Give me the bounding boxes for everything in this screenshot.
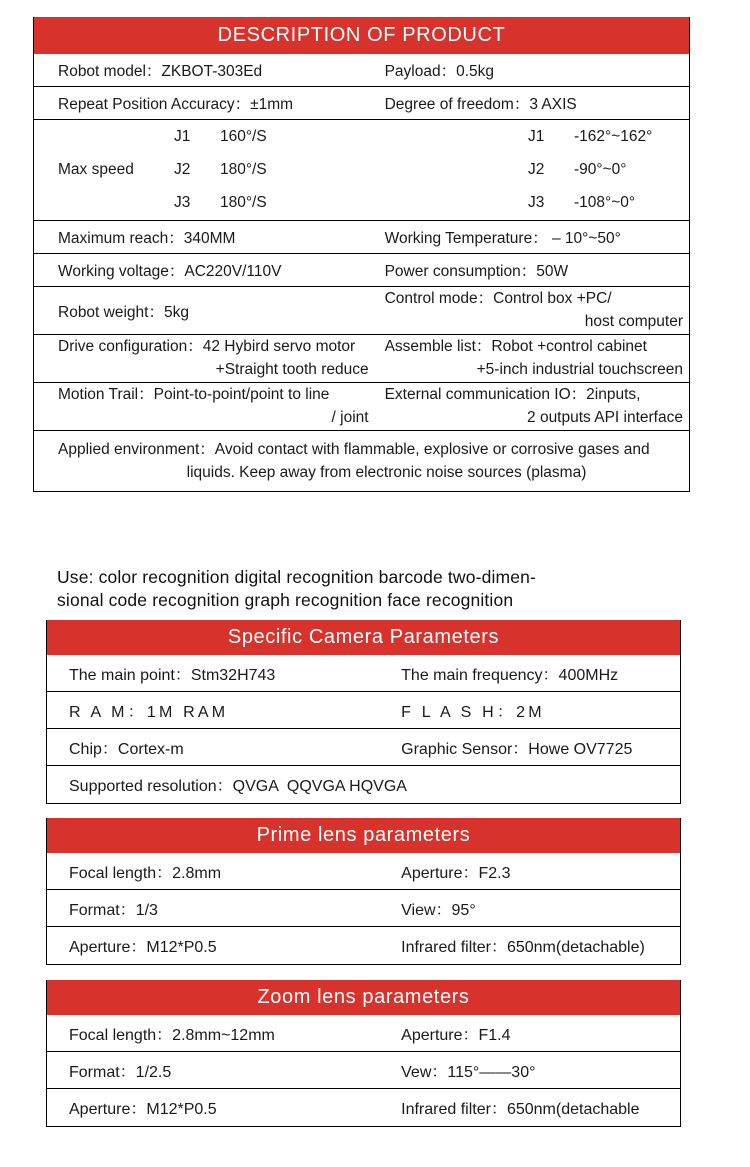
robot-weight-cell: Robot weight：5kg — [58, 303, 189, 321]
table-row — [47, 1052, 680, 1089]
product-table-header: DESCRIPTION OF PRODUCT — [34, 17, 689, 54]
joint-range: -90°~0° — [574, 161, 627, 178]
table-row — [34, 254, 689, 287]
use-line2: sional code recognition graph recognition face recognition — [57, 590, 514, 611]
zoom-lens-parameters-table — [46, 980, 681, 1127]
table-row — [34, 54, 689, 87]
degree-freedom-cell: Degree of freedom：3 AXIS — [384, 96, 577, 113]
camera-table-header: Specific Camera Parameters — [47, 620, 680, 655]
range-item — [528, 187, 652, 220]
joint-label: J2 — [528, 161, 545, 178]
joint-label: J1 — [174, 128, 191, 145]
table-row — [34, 87, 689, 120]
zoom-view-cell: Vew：115°——30° — [401, 1063, 536, 1081]
joint-label: J3 — [174, 194, 191, 211]
main-frequency-cell: The main frequency：400MHz — [401, 666, 619, 684]
working-temperature-cell: Working Temperature： – 10°~50° — [384, 230, 621, 247]
control-mode-cell — [375, 287, 689, 334]
zoom-format-cell: Format：1/2.5 — [69, 1063, 172, 1081]
external-io-line1: External communication IO：2inputs, — [384, 386, 641, 404]
prime-aperture-cell: Aperture：F2.3 — [401, 864, 511, 882]
camera-parameters-table — [46, 620, 681, 804]
drive-config-line1: Drive configuration：42 Hybird servo motor — [58, 338, 356, 356]
table-row — [47, 853, 680, 890]
table-row — [47, 890, 680, 927]
product-description-table — [33, 17, 690, 492]
speed-item — [174, 154, 267, 187]
joint-label: J1 — [528, 128, 545, 145]
table-row — [47, 655, 680, 692]
ram-cell: R A M：1M RAM — [69, 703, 229, 721]
flash-cell: F L A S H：2M — [401, 703, 545, 721]
speed-item — [174, 187, 267, 220]
prime-thread-aperture-cell: Aperture：M12*P0.5 — [69, 939, 217, 956]
prime-lens-table-header: Prime lens parameters — [47, 818, 680, 853]
applied-environment-line2: liquids. Keep away from electronic noise sources (plasma) — [186, 464, 587, 481]
graphic-sensor-cell: Graphic Sensor：Howe OV7725 — [401, 740, 633, 758]
zoom-lens-table-header: Zoom lens parameters — [47, 980, 680, 1015]
assemble-list-cell — [375, 335, 689, 382]
drive-configuration-cell — [34, 335, 375, 382]
motion-trail-cell — [34, 383, 375, 430]
table-row — [47, 729, 680, 766]
max-speed-values — [174, 120, 267, 220]
prime-format-cell: Format：1/3 — [69, 901, 158, 919]
control-mode-line1: Control mode：Control box +PC/ — [384, 290, 612, 308]
external-io-line2: 2 outputs API interface — [527, 408, 683, 426]
applied-environment-line1: Applied environment：Avoid contact with flammable, explosive or corrosive gases and — [58, 440, 650, 458]
working-voltage-cell: Working voltage：AC220V/110V — [58, 263, 282, 280]
range-item — [528, 154, 652, 187]
table-row — [47, 766, 680, 803]
applied-environment-row — [34, 431, 689, 491]
speed-item — [174, 121, 267, 154]
joint-label: J2 — [174, 161, 191, 178]
joint-value: 160°/S — [220, 128, 267, 145]
maximum-reach-cell: Maximum reach：340MM — [58, 230, 236, 247]
table-row — [47, 1089, 680, 1126]
joint-range: -162°~162° — [574, 128, 653, 145]
repeat-accuracy-cell: Repeat Position Accuracy：±1mm — [58, 96, 294, 113]
payload-cell: Payload：0.5kg — [384, 63, 495, 80]
robot-model-cell: Robot model：ZKBOT-303Ed — [58, 63, 263, 80]
motion-trail-line1: Motion Trail：Point-to-point/point to line — [58, 386, 330, 404]
table-row — [34, 287, 689, 335]
prime-focal-length-cell: Focal length：2.8mm — [69, 864, 222, 882]
range-item — [528, 121, 652, 154]
table-row — [47, 927, 680, 964]
main-point-cell: The main point：Stm32H743 — [69, 666, 276, 684]
joint-value: 180°/S — [220, 161, 267, 178]
external-io-cell — [375, 383, 689, 430]
drive-config-line2: +Straight tooth reduce — [215, 360, 369, 378]
zoom-focal-length-cell: Focal length：2.8mm~12mm — [69, 1026, 275, 1044]
zoom-thread-aperture-cell: Aperture：M12*P0.5 — [69, 1101, 217, 1118]
use-description-paragraph — [57, 566, 697, 612]
max-speed-row — [34, 120, 689, 221]
table-row — [34, 335, 689, 383]
table-row — [47, 1015, 680, 1052]
joint-label: J3 — [528, 194, 545, 211]
joint-range: -108°~0° — [574, 194, 636, 211]
joint-value: 180°/S — [220, 194, 267, 211]
motion-trail-line2: / joint — [331, 408, 369, 426]
zoom-infrared-filter-cell: Infrared filter：650nm(detachable — [401, 1101, 640, 1118]
power-consumption-cell: Power consumption：50W — [384, 263, 569, 280]
max-speed-label: Max speed — [58, 161, 134, 178]
zoom-aperture-cell: Aperture：F1.4 — [401, 1026, 511, 1044]
prime-lens-parameters-table — [46, 818, 681, 965]
chip-cell: Chip：Cortex-m — [69, 740, 184, 758]
prime-infrared-filter-cell: Infrared filter：650nm(detachable) — [401, 939, 645, 956]
assemble-list-line1: Assemble list：Robot +control cabinet — [384, 338, 647, 356]
table-row — [34, 221, 689, 254]
table-row — [34, 383, 689, 431]
prime-view-cell: View：95° — [401, 901, 476, 919]
joint-range-values — [528, 120, 652, 220]
table-row — [47, 692, 680, 729]
use-line1: Use: color recognition digital recognition barcode two-dimen- — [57, 567, 536, 587]
supported-resolution-cell: Supported resolution：QVGA QQVGA HQVGA — [69, 778, 407, 795]
control-mode-line2: host computer — [584, 312, 683, 330]
assemble-list-line2: +5-inch industrial touchscreen — [476, 360, 683, 378]
